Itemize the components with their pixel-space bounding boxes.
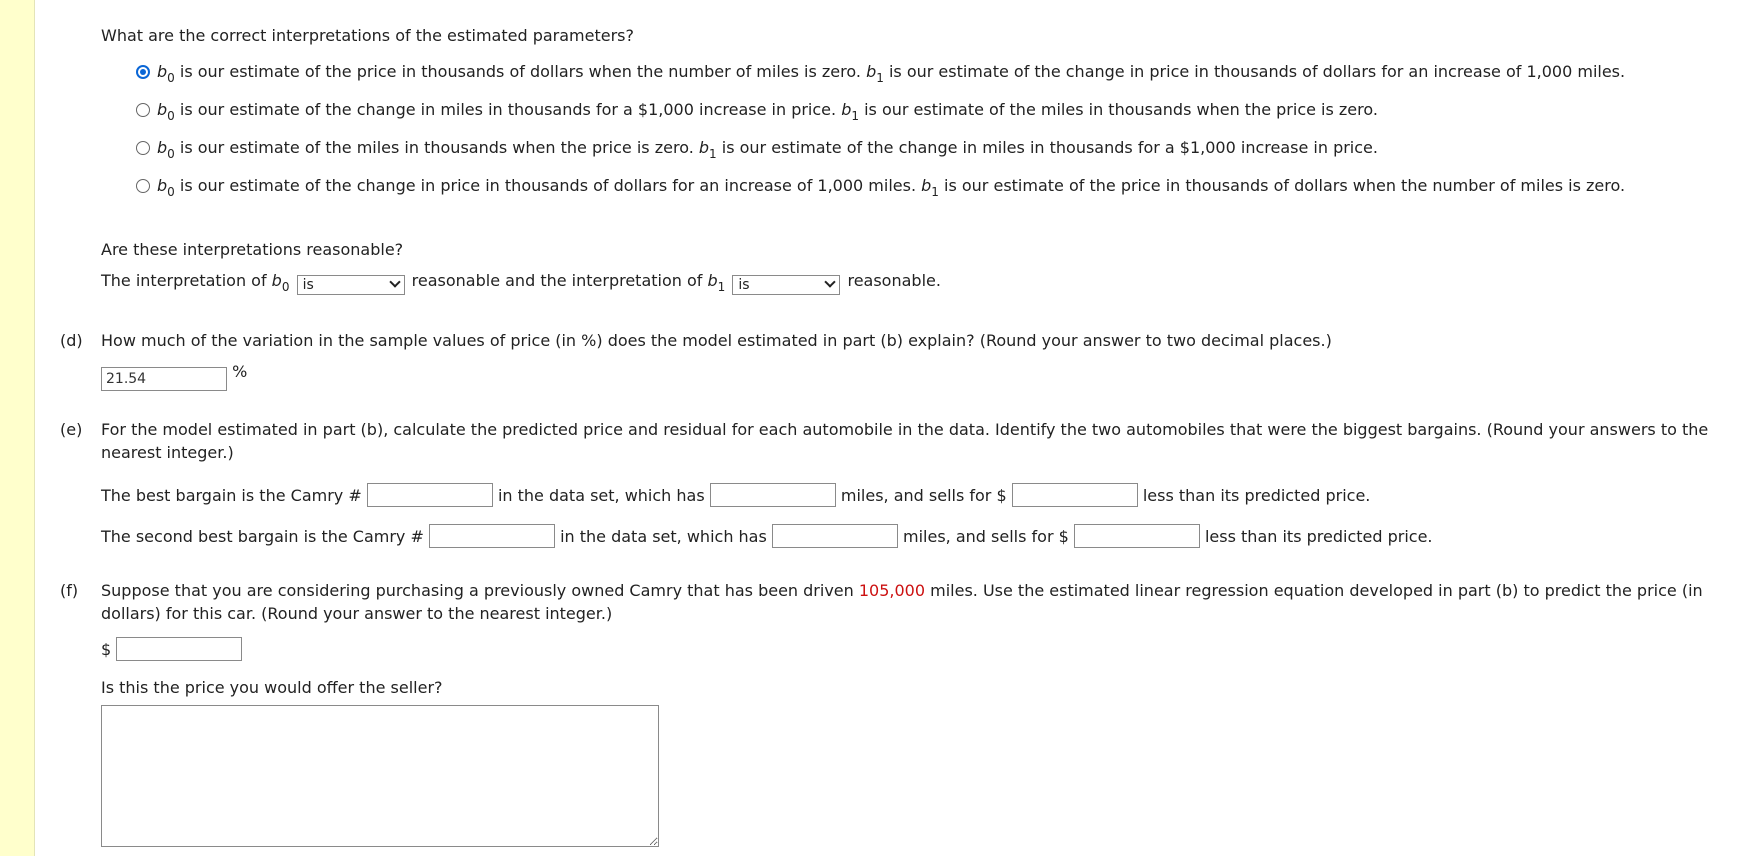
chevron-down-icon	[825, 276, 836, 287]
b1-symbol: b	[841, 100, 852, 119]
best-bargain-camry-input[interactable]	[367, 483, 493, 507]
part-f-text-post: miles. Use the estimated linear regression equation developed in part (b) to predict the price (in	[925, 581, 1703, 600]
option-1-b1-text: is our estimate of the change in price in thousands of dollars for an increase of 1,000 miles.	[883, 62, 1626, 81]
b0-reasonable-select[interactable]	[297, 275, 405, 295]
second-bargain-miles-input[interactable]	[772, 524, 898, 548]
part-e-label: (e)	[60, 420, 83, 439]
b0-sub: 0	[167, 71, 175, 85]
option-2-b0-text: is our estimate of the change in miles in thousands for a $1,000 increase in price.	[174, 100, 842, 119]
part-d-label: (d)	[60, 331, 83, 350]
reasonable-sentence	[101, 271, 941, 295]
second-bargain-pre: The second best bargain is the Camry #	[101, 527, 424, 546]
best-bargain-row	[101, 483, 1370, 507]
b1-symbol: b	[707, 271, 718, 290]
reasonable-mid: reasonable and the interpretation of	[406, 271, 708, 290]
best-bargain-miles-input[interactable]	[710, 483, 836, 507]
b0-select-value: is	[302, 277, 314, 293]
part-f-text-pre: Suppose that you are considering purchasing a previously owned Camry that has been driven	[101, 581, 859, 600]
b0-symbol: b	[157, 138, 168, 157]
predicted-price-row	[101, 637, 242, 661]
b0-symbol: b	[271, 271, 282, 290]
b0-symbol: b	[157, 100, 168, 119]
option-2-b1-text: is our estimate of the miles in thousands when the price is zero.	[858, 100, 1378, 119]
b1-sub: 1	[709, 147, 717, 161]
b1-sub: 1	[717, 280, 726, 294]
second-miles-sells-text: miles, and sells for $	[903, 527, 1069, 546]
option-3-b1-text: is our estimate of the change in miles in thousands for a $1,000 increase in price.	[716, 138, 1378, 157]
b1-symbol: b	[866, 62, 877, 81]
part-f-label: (f)	[60, 581, 79, 600]
option-3[interactable]	[136, 138, 1378, 161]
b0-sub: 0	[281, 280, 290, 294]
second-in-data-text: in the data set, which has	[560, 527, 767, 546]
b0-symbol: b	[157, 62, 168, 81]
part-f-text-line2: dollars) for this car. (Round your answer to the nearest integer.)	[101, 604, 613, 623]
b1-select-value: is	[738, 277, 750, 293]
option-1-b0-text: is our estimate of the price in thousands of dollars when the number of miles is zero.	[174, 62, 867, 81]
b1-sub: 1	[851, 109, 859, 123]
option-4-b0-text: is our estimate of the change in price in thousands of dollars for an increase of 1,000 miles.	[174, 176, 922, 195]
reasonable-prompt: Are these interpretations reasonable?	[101, 240, 404, 259]
b1-sub: 1	[931, 185, 939, 199]
option-1-radio[interactable]	[136, 65, 150, 79]
best-miles-sells-text: miles, and sells for $	[840, 486, 1007, 505]
best-less-than-text: less than its predicted price.	[1142, 486, 1371, 505]
part-f-text-line1	[101, 581, 1703, 601]
option-3-b0-text: is our estimate of the miles in thousands when the price is zero.	[174, 138, 699, 157]
option-2-radio[interactable]	[136, 103, 150, 117]
b1-sub: 1	[876, 71, 884, 85]
part-d-answer-row	[101, 362, 247, 391]
reasonable-post: reasonable.	[842, 271, 941, 290]
predicted-price-input[interactable]	[116, 637, 242, 661]
second-bargain-row	[101, 524, 1433, 548]
offer-prompt: Is this the price you would offer the seller?	[101, 678, 443, 697]
reasonable-pre: The interpretation of	[101, 271, 272, 290]
second-bargain-camry-input[interactable]	[429, 524, 555, 548]
part-e-text-line2: nearest integer.)	[101, 443, 234, 462]
part-e-text-line1: For the model estimated in part (b), calculate the predicted price and residual for each automobile in the data. Identify the two automobiles that were the biggest bargains. (Round your answers to the	[101, 420, 1709, 439]
b0-sub: 0	[167, 109, 175, 123]
b1-symbol: b	[921, 176, 932, 195]
option-4-radio[interactable]	[136, 179, 150, 193]
option-2[interactable]	[136, 100, 1378, 123]
miles-value-highlight: 105,000	[858, 581, 926, 600]
variation-percent-input[interactable]: 21.54	[101, 367, 227, 391]
option-4-b1-text: is our estimate of the price in thousands of dollars when the number of miles is zero.	[938, 176, 1626, 195]
second-bargain-amount-input[interactable]	[1074, 524, 1200, 548]
b1-reasonable-select[interactable]	[732, 275, 840, 295]
part-d-text: How much of the variation in the sample values of price (in %) does the model estimated in part (b) explain? (Round your answer to two decimal places.)	[101, 331, 1332, 350]
b0-symbol: b	[157, 176, 168, 195]
offer-answer-textarea[interactable]	[101, 705, 659, 847]
b1-symbol: b	[698, 138, 710, 157]
option-1[interactable]	[136, 62, 1626, 85]
interpretation-prompt: What are the correct interpretations of the estimated parameters?	[101, 26, 634, 45]
best-in-data-text: in the data set, which has	[497, 486, 705, 505]
option-3-radio[interactable]	[136, 141, 150, 155]
dollar-sign: $	[101, 640, 112, 659]
left-margin-strip	[0, 0, 35, 856]
b0-sub: 0	[167, 147, 175, 161]
second-less-than-text: less than its predicted price.	[1204, 527, 1433, 546]
option-4[interactable]	[136, 176, 1626, 199]
chevron-down-icon	[389, 276, 400, 287]
best-bargain-pre: The best bargain is the Camry #	[101, 486, 362, 505]
best-bargain-amount-input[interactable]	[1012, 483, 1138, 507]
percent-unit: %	[232, 362, 248, 381]
b0-sub: 0	[167, 185, 175, 199]
